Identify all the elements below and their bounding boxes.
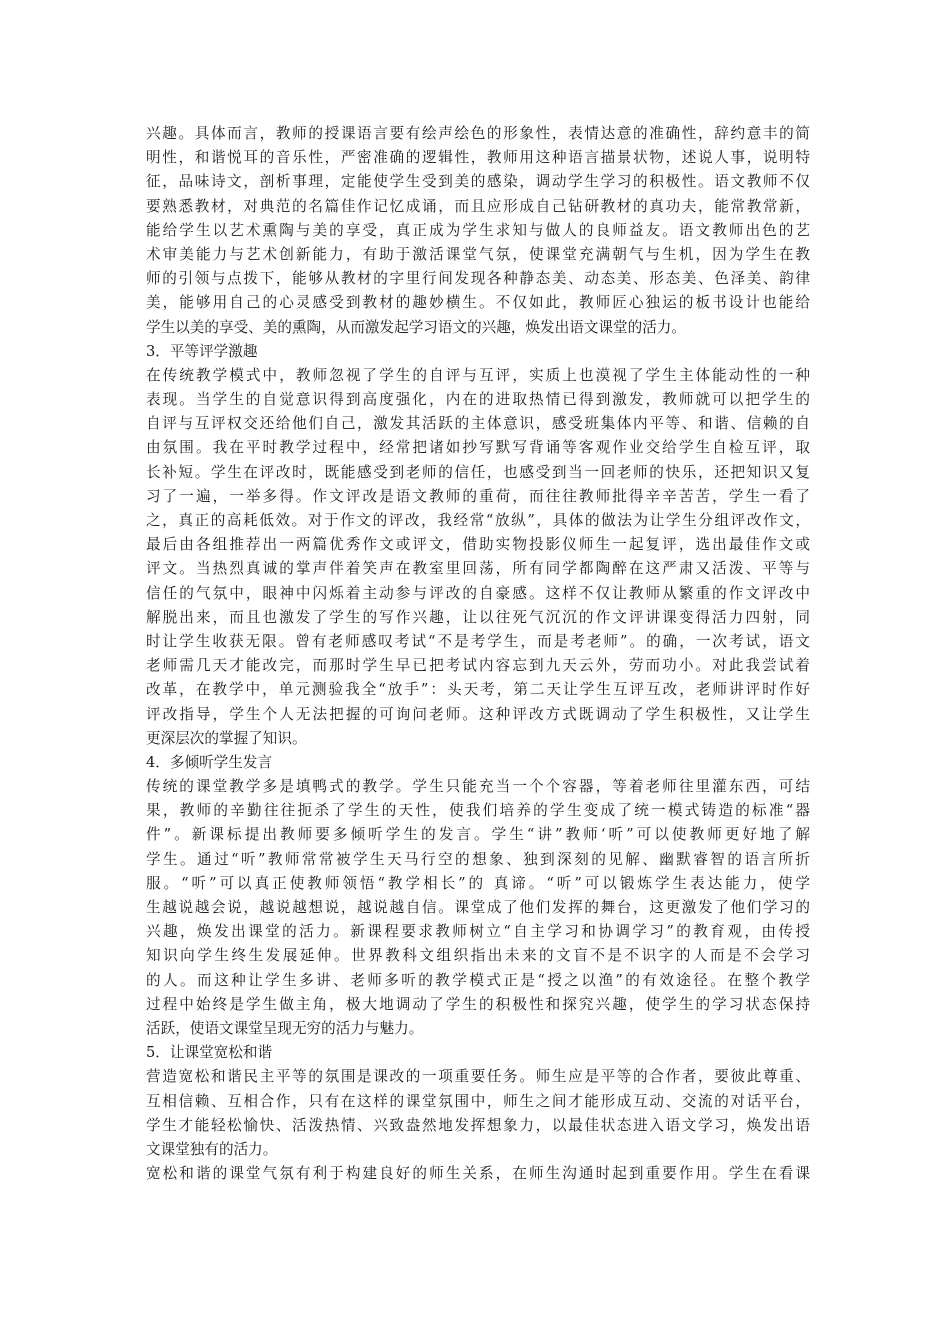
text-line: 之，真正的高耗低效。对于作文的评改，我经常“放纵”，具体的做法为让学生分组评改作文， bbox=[146, 512, 810, 529]
text-line: 能给学生以艺术熏陶与美的享受，真正成为学生求知与做人的良师益友。语文教师出色的艺 bbox=[146, 221, 810, 239]
text-line: 的人。而这种让学生多讲、老师多听的教学模式正是“授之以渔”的有效途径。在整个教学 bbox=[146, 971, 810, 989]
text-line: 学生。通过“听”教师常常被学生天马行空的想象、独到深刻的见解、幽默睿智的语言所折 bbox=[146, 850, 810, 868]
text-line: 在传统教学模式中，教师忽视了学生的自评与互评，实质上也漠视了学生主体能动性的一种 bbox=[146, 366, 810, 384]
text-line: 更深层次的掌握了知识。 bbox=[146, 729, 307, 747]
text-line: 活跃，使语文课堂呈现无穷的活力与魅力。 bbox=[146, 1019, 424, 1037]
text-line: 由氛围。我在平时教学过程中，经常把诸如抄写默写背诵等客观作业交给学生自检互评，取 bbox=[146, 439, 810, 457]
text-line: 生越说越会说，越说越想说，越说越自信。课堂成了他们发挥的舞台，这更激发了他们学习的 bbox=[146, 899, 810, 916]
text-line: 要熟悉教材，对典范的名篇佳作记忆成诵，而且应形成自己钻研教材的真功夫，能常教常新， bbox=[146, 197, 810, 215]
text-line: 美，能够用自己的心灵感受到教材的趣妙横生。不仅如此，教师匠心独运的板书设计也能给 bbox=[146, 294, 810, 312]
text-line: 最后由各组推荐出一两篇优秀作文或评文，借助实物投影仪师生一起复评，选出最佳作文或 bbox=[146, 536, 810, 554]
text-line: 果，教师的辛勤往往扼杀了学生的天性，使我们培养的学生变成了统一模式铸造的标准“器 bbox=[146, 802, 810, 820]
text-line: 评文。当热烈真诚的掌声伴着笑声在教室里回荡，所有同学都陶醉在这严肃又活泼、平等与 bbox=[146, 560, 810, 578]
section-heading: 4．多倾听学生发言 bbox=[146, 753, 273, 771]
text-line: 征，品味诗文，剖析事理，定能使学生受到美的感染，调动学生学习的积极性。语文教师不仅 bbox=[146, 173, 810, 191]
text-line: 文课堂独有的活力。 bbox=[146, 1140, 278, 1158]
text-line: 学生以美的享受、美的熏陶，从而激发起学习语文的兴趣，焕发出语文课堂的活力。 bbox=[146, 318, 686, 336]
text-line: 老师需几天才能改完，而那时学生早已把考试内容忘到九天云外，劳而功小。对此我尝试着 bbox=[146, 657, 810, 675]
text-line: 信任的气氛中，眼神中闪烁着主动参与评改的自豪感。这样不仅让教师从繁重的作文评改中 bbox=[146, 584, 810, 602]
text-line: 服。“听”可以真正使教师领悟“教学相长”的 真谛。“听”可以锻炼学生表达能力，使学 bbox=[146, 874, 810, 892]
text-line: 师的引领与点拨下，能够从教材的字里行间发现各种静态美、动态美、形态美、色泽美、韵律 bbox=[146, 270, 810, 288]
text-line: 表现。当学生的自觉意识得到高度强化，内在的进取热情已得到激发，教师就可以把学生的 bbox=[146, 391, 810, 409]
text-line: 自评与互评权交还给他们自己，激发其活跃的主体意识，感受班集体内平等、和谐、信赖的自 bbox=[146, 415, 810, 433]
text-line: 评改指导，学生个人无法把握的可询问老师。这种评改方式既调动了学生积极性，又让学生 bbox=[146, 705, 810, 723]
text-line: 件”。新课标提出教师要多倾听学生的发言。学生“讲”教师‘听”可以使教师更好地了解 bbox=[146, 826, 810, 844]
text-line: 互相信赖、互相合作，只有在这样的课堂氛围中，师生之间才能形成互动、交流的对话平台， bbox=[146, 1092, 810, 1110]
text-line: 知识向学生终生发展延伸。世界教科文组织指出未来的文盲不是不识字的人而是不会学习 bbox=[146, 947, 810, 965]
text-line: 时让学生收获无限。曾有老师感叹考试“不是考学生，而是考老师”。的确，一次考试，语文 bbox=[146, 632, 810, 650]
text-line: 兴趣。具体而言，教师的授课语言要有绘声绘色的形象性，表情达意的准确性，辞约意丰的简 bbox=[146, 125, 810, 142]
text-line: 改革，在教学中，单元测验我全“放手”：头天考，第二天让学生互评互改，老师讲评时作好 bbox=[146, 681, 810, 699]
section-heading: 5．让课堂宽松和谐 bbox=[146, 1044, 273, 1062]
text-line: 宽松和谐的课堂气氛有利于构建良好的师生关系，在师生沟通时起到重要作用。学生在看课 bbox=[146, 1165, 810, 1183]
text-line: 传统的课堂教学多是填鸭式的教学。学生只能充当一个个容器，等着老师往里灌东西，可结 bbox=[146, 778, 810, 796]
text-line: 习了一遍，一举多得。作文评改是语文教师的重荷，而往往教师批得辛辛苦苦，学生一看了 bbox=[146, 487, 810, 505]
text-line: 兴趣，焕发出课堂的活力。新课程要求教师树立“自主学习和协调学习”的教育观，由传授 bbox=[146, 923, 810, 941]
text-line: 过程中始终是学生做主角，极大地调动了学生的积极性和探究兴趣，使学生的学习状态保持 bbox=[146, 995, 810, 1013]
text-line: 学生才能轻松愉快、活泼热情、兴致盎然地发挥想象力，以最佳状态进入语文学习，焕发出语 bbox=[146, 1116, 810, 1134]
text-line: 术审美能力与艺术创新能力，有助于激活课堂气氛，使课堂充满朝气与生机，因为学生在教 bbox=[146, 245, 810, 263]
text-line: 明性，和谐悦耳的音乐性，严密准确的逻辑性，教师用这种语言描景状物，述说人事，说明特 bbox=[146, 149, 810, 167]
section-heading: 3．平等评学激趣 bbox=[146, 342, 258, 360]
text-line: 解脱出来，而且也激发了学生的写作兴趣，让以往死气沉沉的作文评讲课变得活力四射，同 bbox=[146, 608, 810, 626]
document-body bbox=[146, 122, 810, 1186]
text-line: 营造宽松和谐民主平等的氛围是课改的一项重要任务。师生应是平等的合作者，要彼此尊重、 bbox=[146, 1068, 810, 1086]
text-line: 长补短。学生在评改时，既能感受到老师的信任，也感受到当一回老师的快乐，还把知识又复 bbox=[146, 463, 810, 481]
